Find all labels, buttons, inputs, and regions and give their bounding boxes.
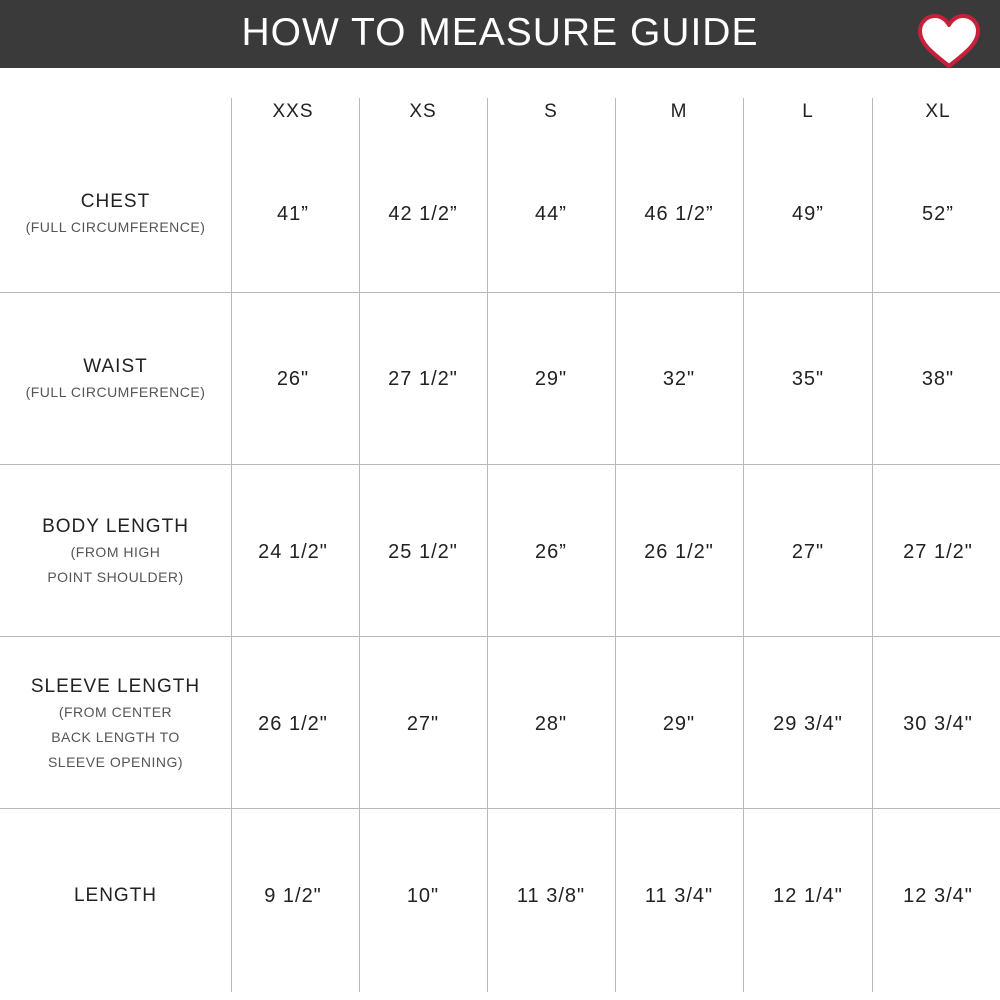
heart-icon [917, 14, 981, 70]
size-value-s: 26” [535, 540, 567, 563]
size-value-xxs: 24 1/2" [258, 540, 328, 563]
measurement-name: WAIST [83, 355, 148, 377]
size-value-xxs: 26 1/2" [258, 712, 328, 735]
size-value-m: 29" [662, 712, 696, 735]
size-value-l: 27" [791, 540, 825, 563]
size-value-xl: 52” [922, 202, 954, 225]
column-divider [743, 98, 744, 992]
measurement-name: LENGTH [73, 885, 158, 906]
size-value-m: 11 3/4" [644, 884, 714, 907]
size-value-xl: 12 3/4" [903, 884, 973, 907]
page-header [0, 0, 1000, 68]
size-value-xxs: 26" [276, 367, 310, 390]
size-value-l: 29 3/4" [773, 712, 843, 735]
row-divider [0, 464, 1000, 465]
size-header-s: S [544, 101, 558, 122]
size-value-xl: 27 1/2" [903, 540, 973, 563]
size-value-s: 29" [534, 367, 568, 390]
row-divider [0, 636, 1000, 637]
size-header-xs: XS [409, 101, 437, 122]
size-value-xxs: 9 1/2" [264, 884, 322, 907]
measurement-name: SLEEVE LENGTH [30, 675, 201, 697]
measurement-note: (FROM CENTER [58, 703, 173, 720]
size-value-m: 32" [662, 367, 696, 390]
size-value-l: 35" [791, 367, 825, 390]
size-value-m: 46 1/2” [644, 202, 714, 225]
measurement-note: (FROM HIGH [70, 544, 161, 560]
size-value-s: 11 3/8" [516, 884, 586, 907]
column-divider [615, 98, 616, 992]
column-divider [487, 98, 488, 992]
size-value-xxs: 41” [277, 202, 309, 225]
column-divider [359, 98, 360, 992]
size-header-xxs: XXS [272, 101, 314, 122]
size-value-m: 26 1/2" [644, 540, 714, 563]
size-value-xl: 38" [921, 367, 955, 390]
row-label-length [0, 883, 231, 909]
size-value-l: 12 1/4" [773, 884, 843, 907]
size-value-xs: 27" [406, 712, 440, 735]
row-label-sleeve-length [0, 674, 231, 775]
measurement-note: BACK LENGTH TO [51, 728, 180, 745]
size-value-xl: 30 3/4" [903, 712, 973, 735]
size-value-l: 49” [792, 202, 824, 225]
row-label-waist [0, 354, 231, 405]
size-header-l: L [802, 101, 814, 122]
column-divider [872, 98, 873, 992]
row-label-chest [0, 189, 231, 240]
measurement-note: POINT SHOULDER) [47, 569, 184, 585]
size-value-xs: 10" [406, 884, 440, 907]
size-value-s: 44” [535, 202, 567, 225]
measurement-note: (FULL CIRCUMFERENCE) [25, 218, 206, 235]
size-header-m: M [670, 101, 688, 122]
measurement-name: BODY LENGTH [42, 516, 189, 537]
size-value-xs: 25 1/2" [388, 540, 458, 563]
measurement-note: (FULL CIRCUMFERENCE) [25, 383, 206, 400]
size-header-xl: XL [925, 101, 951, 122]
measurement-name: CHEST [80, 190, 151, 212]
measurement-note: SLEEVE OPENING) [47, 753, 184, 770]
row-label-body-length [0, 514, 231, 590]
page-title: HOW TO MEASURE GUIDE [241, 11, 759, 54]
size-value-xs: 42 1/2” [388, 202, 458, 225]
size-value-xs: 27 1/2" [388, 367, 458, 390]
row-divider [0, 292, 1000, 293]
size-value-s: 28" [534, 712, 568, 735]
row-divider [0, 808, 1000, 809]
